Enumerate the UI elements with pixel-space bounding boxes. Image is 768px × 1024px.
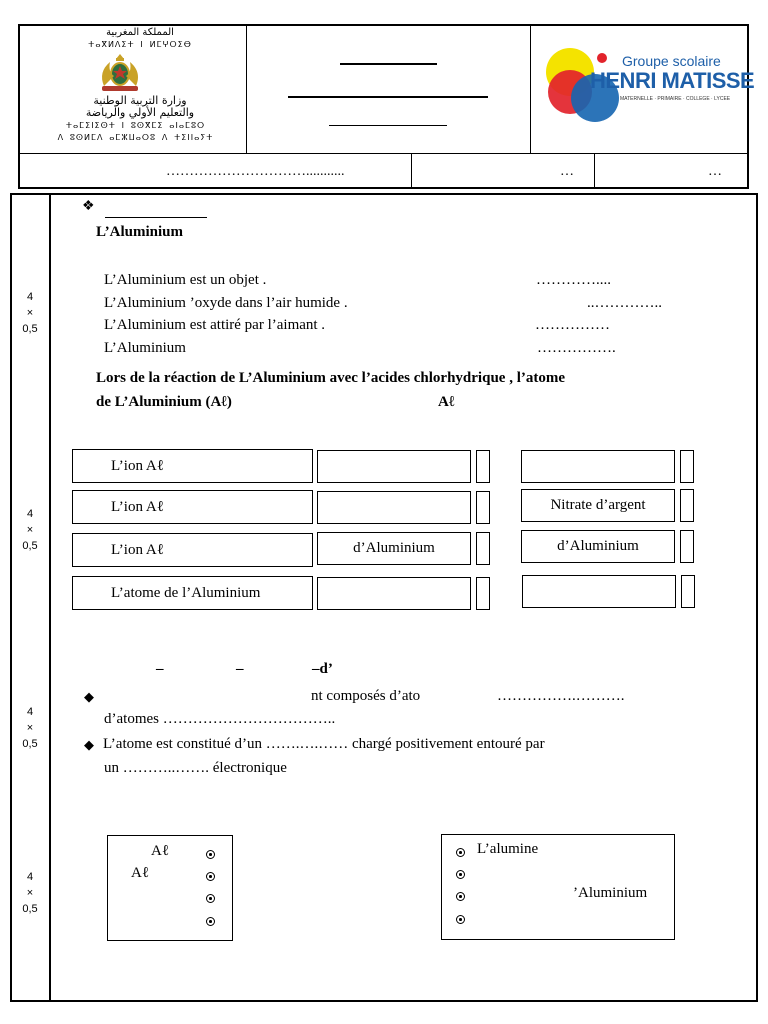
match-middle-4: [317, 577, 471, 610]
match-checkbox[interactable]: [680, 450, 694, 483]
score-q4: 4 × 0,5: [22, 871, 38, 915]
ministry-tifinagh-2: ⴷ ⵓⵙⵍⵎⴷ ⴰⵎⵣⵡⴰⵔⵓ ⴷ ⵜⵉⵏⵏⴰⵢⵜ: [57, 133, 214, 142]
number-field[interactable]: …: [708, 164, 722, 179]
match-left-4: L’atome de l’Aluminium: [72, 576, 313, 610]
title-rule: [288, 96, 488, 98]
school-name: HENRI MATISSE: [590, 68, 755, 93]
diamond-bullet-icon: ◆: [84, 689, 94, 704]
answer-field-1[interactable]: …………....: [536, 272, 611, 288]
match-checkbox[interactable]: [476, 450, 490, 483]
match-right-3: d’Aluminium: [521, 530, 675, 563]
diamond-bullet-icon: ◆: [84, 737, 94, 752]
match-middle-3: d’Aluminium: [317, 532, 471, 565]
statement-1: L’Aluminium est un objet .: [104, 272, 267, 288]
radio-icon[interactable]: [456, 911, 465, 929]
ministry-arabic-2: والتعليم الأولي والرياضة: [85, 106, 195, 119]
kingdom-arabic: المملكة المغربية: [106, 27, 174, 38]
radio-icon[interactable]: [456, 844, 465, 862]
statement-b2[interactable]: L’atome est constitué d’un …….….…… chargé positivement entouré par: [103, 736, 545, 752]
answer-field-2[interactable]: ..…………..: [587, 295, 662, 311]
class-field[interactable]: …: [560, 164, 574, 179]
statement-b1: nt composés d’ato: [311, 688, 421, 704]
radio-icon[interactable]: [206, 913, 215, 931]
match-right-4: [522, 575, 676, 608]
statement-2: L’Aluminium ’oxyde dans l’air humide .: [104, 295, 348, 311]
section-bullet-icon: ❖: [82, 199, 95, 214]
match-checkbox[interactable]: [681, 575, 695, 608]
match-left-2: L’ion Aℓ: [72, 490, 313, 524]
match-checkbox[interactable]: [476, 532, 490, 565]
coat-of-arms-emblem: [92, 52, 148, 94]
statement-3: L’Aluminium est attiré par l’aimant .: [104, 317, 326, 333]
radio-icon[interactable]: [206, 890, 215, 908]
title-rule: [340, 63, 437, 65]
match-middle-1: [317, 450, 471, 483]
header-divider: [19, 153, 748, 154]
name-field[interactable]: …………………………...........: [166, 164, 345, 179]
ministry-tifinagh-1: ⵜⴰⵎⵉⵏⵉⵙⵜ ⵏ ⵓⵙⴳⵎⵉ ⴰⵏⴰⵎⵓⵔ: [65, 121, 206, 130]
match-middle-2: [317, 491, 471, 524]
answer-field-3[interactable]: ……………: [535, 317, 610, 333]
match-right-1: [521, 450, 675, 483]
header-divider: [530, 25, 531, 153]
match-left-1: L’ion Aℓ: [72, 449, 313, 483]
match-checkbox[interactable]: [680, 489, 694, 522]
answer-field-4[interactable]: …………….: [537, 340, 616, 356]
option-left-2: Aℓ: [131, 865, 150, 881]
fill-dash: –: [236, 661, 244, 677]
title-rule: [329, 125, 447, 126]
school-levels: MATERNELLE · PRIMAIRE · COLLEGE · LYCEE: [620, 96, 731, 102]
score-q3: 4 × 0,5: [22, 706, 38, 750]
statement-4: L’Aluminium: [104, 340, 186, 356]
fill-dash: –: [156, 661, 164, 677]
answer-field-b1[interactable]: …………….……….: [497, 688, 625, 704]
match-right-2: Nitrate d’argent: [521, 489, 675, 522]
radio-icon[interactable]: [206, 846, 215, 864]
option-right-3: ’Aluminium: [573, 885, 648, 901]
radio-icon[interactable]: [206, 868, 215, 886]
option-left-1: Aℓ: [151, 843, 170, 859]
match-checkbox[interactable]: [680, 530, 694, 563]
section-title: L’Aluminium: [96, 224, 183, 240]
header-divider: [246, 25, 247, 153]
statement-b1-line2[interactable]: d’atomes ……………………………..: [104, 711, 336, 727]
match-checkbox[interactable]: [476, 491, 490, 524]
header-divider: [411, 153, 412, 188]
score-q1: 4 × 0,5: [22, 291, 38, 335]
heading-underline: [105, 217, 207, 218]
question-line-2: de L’Aluminium (Aℓ): [96, 394, 232, 410]
question-symbol: Aℓ: [438, 394, 455, 410]
match-checkbox[interactable]: [476, 577, 490, 610]
option-right-1: L’alumine: [477, 841, 539, 857]
score-q2: 4 × 0,5: [22, 508, 38, 552]
radio-icon[interactable]: [456, 888, 465, 906]
header-divider: [594, 153, 595, 188]
question-line-1: Lors de la réaction de L’Aluminium avec l’acides chlorhydrique , l’atome: [96, 370, 565, 386]
statement-b2-line2[interactable]: un ………..……. électronique: [104, 760, 287, 776]
school-group-label: Groupe scolaire: [622, 53, 721, 69]
ministry-arabic-1: وزارة التربية الوطنية: [93, 94, 187, 107]
kingdom-tifinagh: ⵜⴰⴳⵍⴷⵉⵜ ⵏ ⵍⵎⵖⵔⵉⴱ: [88, 40, 192, 49]
match-left-3: L’ion Aℓ: [72, 533, 313, 567]
fill-dash: –d’: [312, 661, 333, 677]
radio-icon[interactable]: [456, 866, 465, 884]
